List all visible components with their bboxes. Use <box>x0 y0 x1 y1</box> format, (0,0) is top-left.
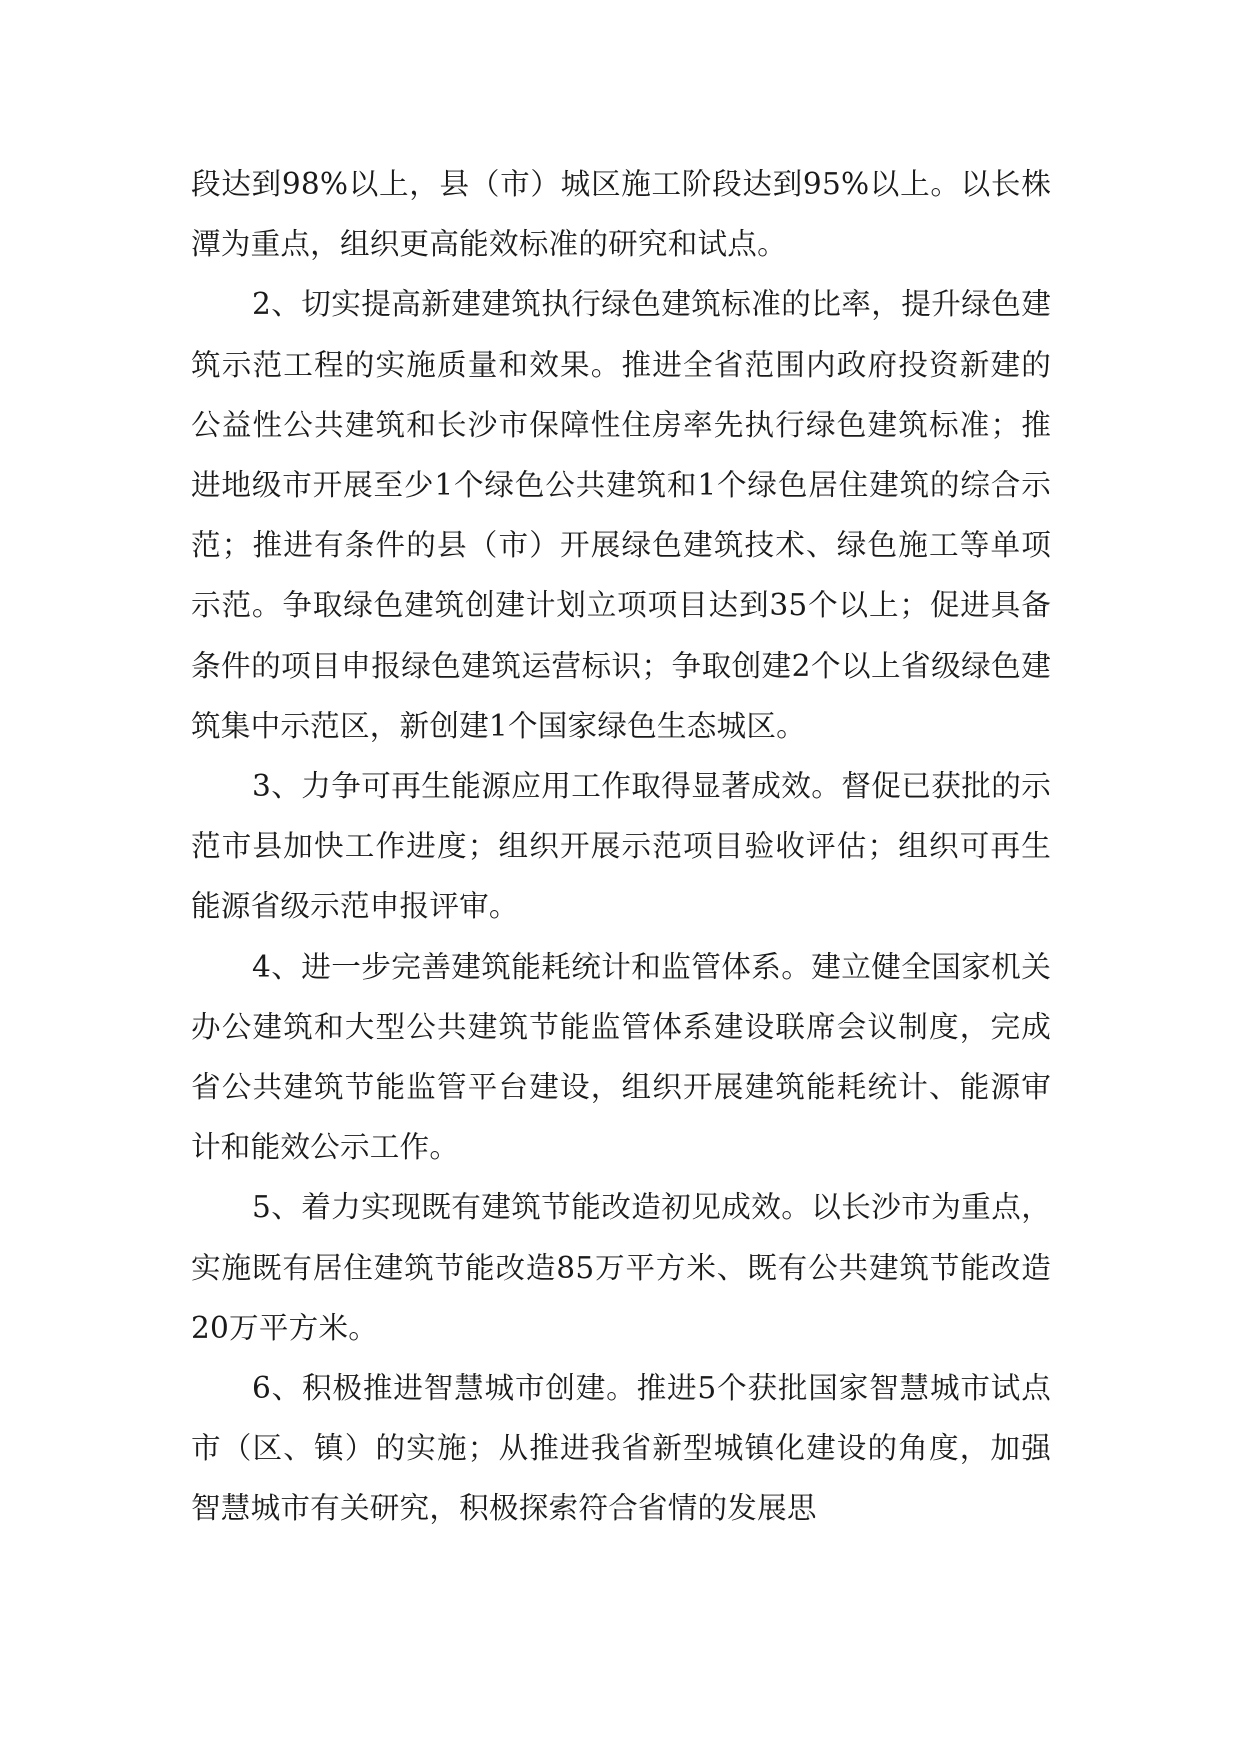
paragraph-item-5-retrofit: 5、着力实现既有建筑节能改造初见成效。以长沙市为重点，实施既有居住建筑节能改造85万平方米、既有公共建筑节能改造20万平方米。 <box>191 1190 1051 1345</box>
paragraph-item-6-smart-city: 6、积极推进智慧城市创建。推进5个获批国家智慧城市试点市（区、镇）的实施；从推进我省新型城镇化建设的角度，加强智慧城市有关研究，积极探索符合省情的发展思 <box>191 1371 1051 1526</box>
paragraph-item-4-energy-statistics: 4、进一步完善建筑能耗统计和监管体系。建立健全国家机关办公建筑和大型公共建筑节能监管体系建设联席会议制度，完成省公共建筑节能监管平台建设，组织开展建筑能耗统计、能源审计和能效公示工作。 <box>191 949 1051 1165</box>
document-body <box>191 154 1051 1539</box>
paragraph-item-2-green-building: 2、切实提高新建建筑执行绿色建筑标准的比率，提升绿色建筑示范工程的实施质量和效果。推进全省范围内政府投资新建的公益性公共建筑和长沙市保障性住房率先执行绿色建筑标准；推进地级市开展至少1个绿色公共建筑和1个绿色居住建筑的综合示范；推进有条件的县（市）开展绿色建筑技术、绿色施工等单项示范。争取绿色建筑创建计划立项项目达到35个以上；促进具备条件的项目申报绿色建筑运营标识；争取创建2个以上省级绿色建筑集中示范区，新创建1个国家绿色生态城区。 <box>191 287 1051 743</box>
paragraph-item-3-renewable-energy: 3、力争可再生能源应用工作取得显著成效。督促已获批的示范市县加快工作进度；组织开展示范项目验收评估；组织可再生能源省级示范申报评审。 <box>191 769 1051 924</box>
paragraph-continuation: 段达到98%以上，县（市）城区施工阶段达到95%以上。以长株潭为重点，组织更高能效标准的研究和试点。 <box>191 167 1051 262</box>
